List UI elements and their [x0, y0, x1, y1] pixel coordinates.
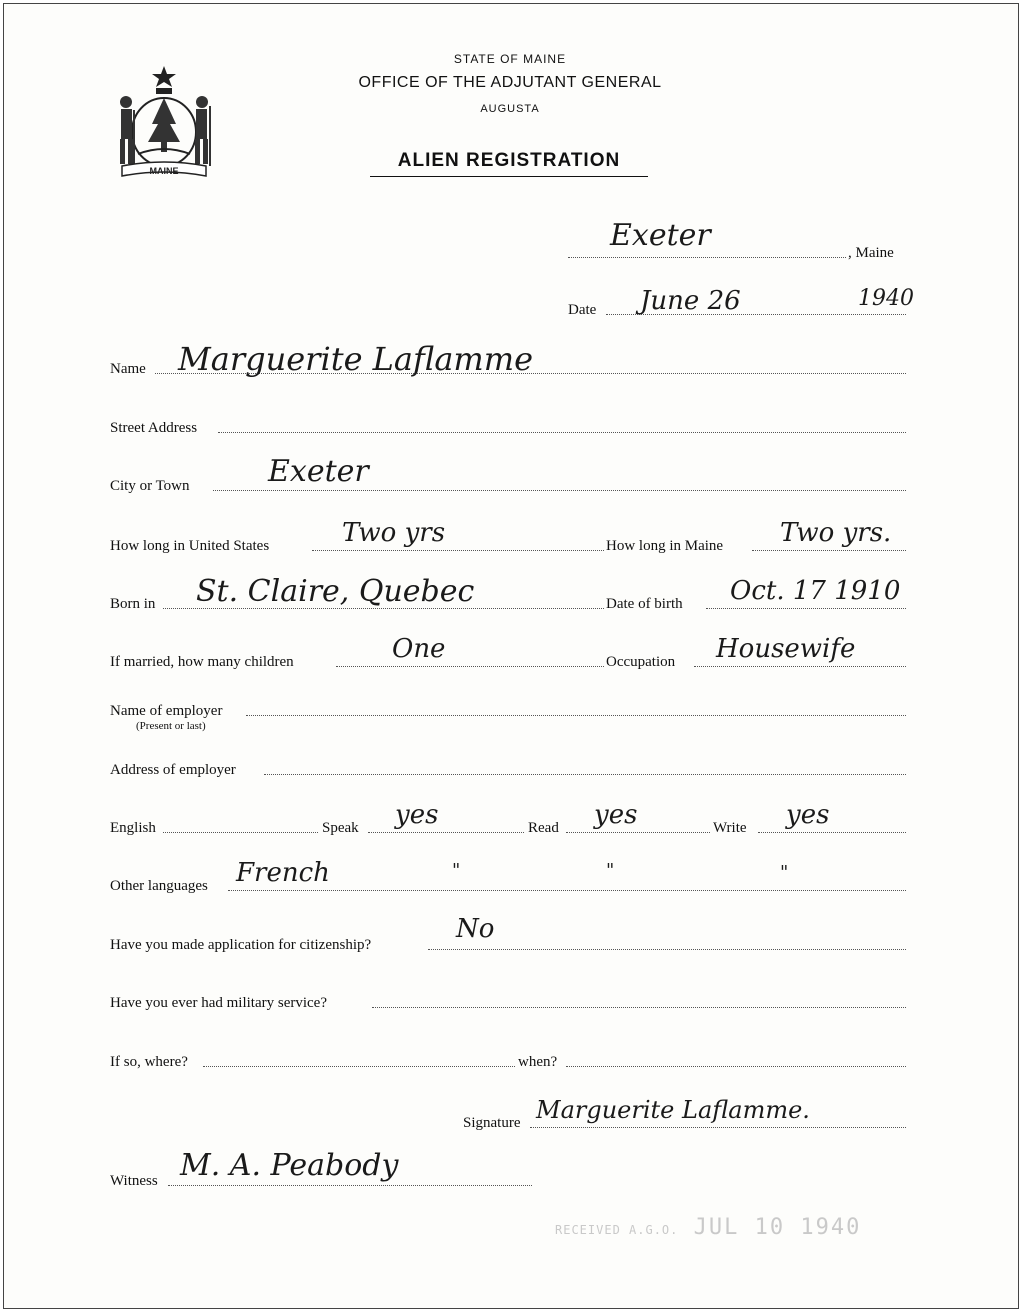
date-of-birth-label: Date of birth [606, 596, 683, 612]
state-of-maine-seal-icon [112, 62, 216, 182]
town-line [568, 257, 846, 258]
date-of-birth-line [706, 608, 906, 609]
how-long-maine-label: How long in Maine [606, 538, 724, 554]
military-label: Have you ever had military service? [110, 995, 327, 1011]
signature-label: Signature [463, 1115, 521, 1131]
where-line[interactable] [203, 1066, 515, 1067]
write-value[interactable]: yes [786, 800, 830, 830]
name-value[interactable]: Marguerite Laflamme [178, 340, 534, 378]
read-line [566, 832, 710, 833]
other-languages-label: Other languages [110, 878, 208, 894]
children-value[interactable]: One [392, 634, 446, 664]
write-line [758, 832, 906, 833]
children-line [336, 666, 604, 667]
received-stamp [555, 1215, 861, 1240]
maine-label: , Maine [848, 245, 894, 261]
citizenship-value[interactable]: No [456, 914, 495, 944]
header-state: STATE OF MAINE [453, 52, 567, 66]
speak-label: Speak [322, 820, 359, 836]
citizenship-label: Have you made application for citizenship? [110, 937, 372, 953]
employer-address-label: Address of employer [110, 762, 236, 778]
town-value[interactable]: Exeter [610, 218, 711, 253]
employer-name-sublabel: (Present or last) [136, 720, 206, 732]
witness-value[interactable]: M. A. Peabody [180, 1148, 399, 1183]
how-long-maine-value[interactable]: Two yrs. [780, 518, 892, 548]
date-value[interactable]: June 26 [640, 286, 741, 316]
read-label: Read [528, 820, 559, 836]
ditto-speak-mark: " [452, 860, 461, 881]
when-line[interactable] [566, 1066, 906, 1067]
english-label: English [110, 820, 156, 836]
born-in-value[interactable]: St. Claire, Quebec [196, 574, 475, 609]
signature-value[interactable]: Marguerite Laflamme. [536, 1096, 810, 1124]
when-label: when? [518, 1054, 558, 1070]
header-office: OFFICE OF THE ADJUTANT GENERAL [358, 74, 662, 91]
military-line[interactable] [372, 1007, 906, 1008]
ditto-read-mark: " [606, 860, 615, 881]
speak-value[interactable]: yes [395, 800, 439, 830]
citizenship-line [428, 949, 906, 950]
occupation-value[interactable]: Housewife [716, 634, 856, 664]
city-town-label: City or Town [110, 478, 190, 494]
write-label: Write [713, 820, 747, 836]
name-label: Name [110, 361, 146, 377]
date-of-birth-value[interactable]: Oct. 17 1910 [730, 576, 901, 606]
how-long-us-label: How long in United States [110, 538, 270, 554]
if-so-where-label: If so, where? [110, 1054, 188, 1070]
city-town-line [213, 490, 906, 491]
children-label: If married, how many children [110, 654, 294, 670]
date-label: Date [568, 302, 597, 318]
occupation-label: Occupation [606, 654, 676, 670]
witness-line [168, 1185, 532, 1186]
stamp-date-text: JUL 10 1940 [693, 1215, 862, 1240]
employer-name-line[interactable] [246, 715, 906, 716]
ditto-write-mark: " [780, 862, 789, 883]
how-long-maine-line [752, 550, 906, 551]
header-city: AUGUSTA [480, 103, 540, 115]
signature-line [530, 1127, 906, 1128]
city-town-value[interactable]: Exeter [268, 454, 369, 489]
stamp-received-text: RECEIVED A.G.O. [555, 1223, 679, 1237]
employer-name-label: Name of employer [110, 703, 223, 719]
other-languages-line [228, 890, 906, 891]
english-line [163, 832, 318, 833]
speak-line [368, 832, 524, 833]
street-address-label: Street Address [110, 420, 198, 436]
seal-motto: MAINE [149, 166, 179, 176]
read-value[interactable]: yes [594, 800, 638, 830]
date-year-value[interactable]: 1940 [858, 286, 914, 311]
employer-address-line[interactable] [264, 774, 906, 775]
form-title: ALIEN REGISTRATION [370, 150, 648, 177]
witness-label: Witness [110, 1173, 158, 1189]
other-languages-value[interactable]: French [236, 858, 330, 888]
born-in-label: Born in [110, 596, 156, 612]
occupation-line [694, 666, 906, 667]
how-long-us-line [312, 550, 604, 551]
street-address-line[interactable] [218, 432, 906, 433]
how-long-us-value[interactable]: Two yrs [342, 518, 446, 548]
